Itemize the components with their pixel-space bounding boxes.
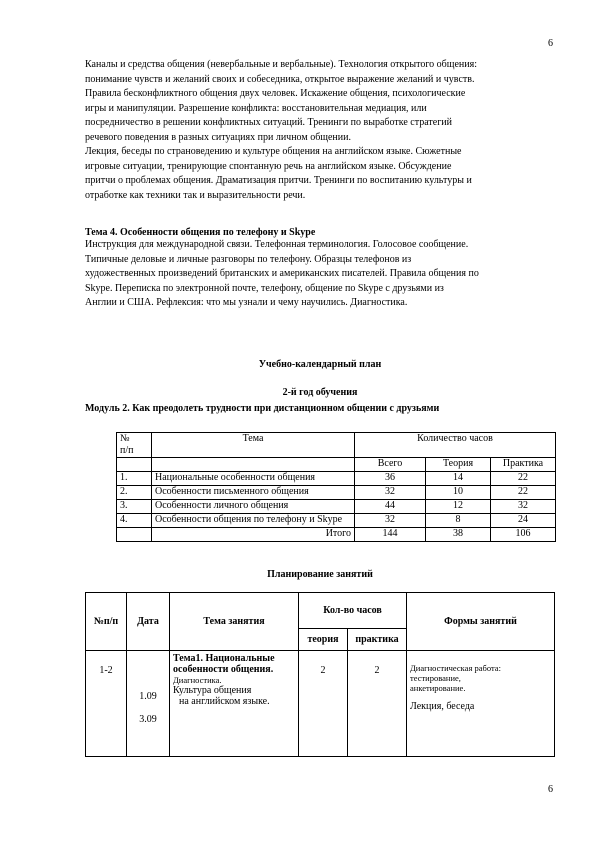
planning-title: Планирование занятий [267, 569, 373, 580]
cell-sum-theory: 38 [426, 528, 491, 542]
header-num-cont [117, 458, 152, 472]
cell-sum-practice: 106 [491, 528, 556, 542]
header-theory: Теория [426, 458, 491, 472]
topic4-heading: Тема 4. Особенности общения по телефону и Skype [85, 227, 316, 238]
cell-topic: Особенности общения по телефону и Skype [152, 514, 355, 528]
cell-practice: 22 [491, 486, 556, 500]
curriculum-table [116, 432, 556, 542]
text-line: посредничество в решении конфликтных ситуаций. Тренинги по выработке стратегий [85, 117, 453, 128]
table-row [117, 486, 556, 500]
text-line: Типичные деловые и личные разговоры по телефону. Образцы телефонов из [85, 253, 412, 265]
cell-num: 2. [117, 486, 152, 500]
paragraph-topic4 [85, 238, 555, 311]
header-topic: Тема [152, 433, 355, 458]
text-line: Каналы и средства общения (невербальные и вербальные). Технология открытого общения: [85, 59, 477, 70]
cell-theory: 10 [426, 486, 491, 500]
topic-title: Тема1. Национальные особенности общения. [173, 653, 275, 675]
plan-title: Учебно-календарный план [258, 359, 382, 370]
paragraph-communication-channels [85, 58, 555, 203]
cell-topic: Особенности письменного общения [152, 486, 355, 500]
cell-topic [170, 651, 299, 757]
cell-date [127, 651, 170, 757]
cell-topic: Особенности личного общения [152, 500, 355, 514]
text-line: игровые ситуации, тренирующие спонтанную речь на английском языке. Обсуждение [85, 160, 452, 172]
cell-theory: 8 [426, 514, 491, 528]
header-practice: Практика [491, 458, 556, 472]
text-line: Лекция, беседы по страноведению и культуре общения на английском языке. Сюжетные [85, 146, 462, 157]
header-forms: Формы занятий [407, 593, 555, 651]
table-row [117, 514, 556, 528]
forms-line: тестирование, [410, 673, 461, 683]
date-2: 3.09 [139, 714, 157, 725]
lesson-plan-table [85, 592, 555, 757]
text-line: игры и манипуляции. Разрешение конфликта: восстановительная медиация, или [85, 102, 427, 114]
header-practice: практика [348, 629, 407, 651]
header-hours: Количество часов [355, 433, 556, 458]
header-topic-cont [152, 458, 355, 472]
table-row [117, 500, 556, 514]
forms-main: Лекция, беседа [410, 701, 475, 712]
cell-total: 36 [355, 472, 426, 486]
text-line: Правила бесконфликтного общения двух человек. Искажение общения, психологические [85, 88, 466, 99]
topic-line: Культура общения [173, 685, 252, 696]
module-title: Модуль 2. Как преодолеть трудности при дистанционном общении с друзьями [85, 403, 440, 414]
header-date: Дата [127, 593, 170, 651]
text-line: понимание чувств и желаний своих и собеседника, открытое выражение желаний и чувств. [85, 73, 475, 85]
cell-theory: 14 [426, 472, 491, 486]
cell-practice: 22 [491, 472, 556, 486]
page-number-top: 6 [548, 38, 553, 49]
forms-line: Диагностическая работа: [410, 663, 501, 673]
cell-sum-total: 144 [355, 528, 426, 542]
cell-empty [117, 528, 152, 542]
cell-practice: 32 [491, 500, 556, 514]
text-line: Skype. Переписка по электронной почте, телефону, общение по Skype с друзьями из [85, 282, 444, 294]
cell-topic: Национальные особенности общения [152, 472, 355, 486]
cell-theory: 2 [299, 651, 348, 757]
table-sum-row [117, 528, 556, 542]
date-1: 1.09 [139, 691, 157, 702]
cell-total: 32 [355, 514, 426, 528]
cell-practice: 24 [491, 514, 556, 528]
page-number-bottom: 6 [548, 784, 553, 795]
table-row [86, 651, 555, 757]
table-row [117, 472, 556, 486]
cell-practice: 2 [348, 651, 407, 757]
forms-line: анкетирование. [410, 683, 466, 693]
cell-num: 1-2 [86, 651, 127, 757]
topic-line: на английском языке. [179, 696, 270, 707]
text-line: Англии и США. Рефлексия: что мы узнали и чему научились. Диагностика. [85, 297, 408, 308]
cell-total: 44 [355, 500, 426, 514]
cell-forms [407, 651, 555, 757]
header-topic: Тема занятия [170, 593, 299, 651]
header-num: №п/п [86, 593, 127, 651]
cell-sum-label: Итого [152, 528, 355, 542]
header-num: № п/п [117, 433, 152, 458]
text-line: речевого поведения в разных ситуациях при личном общении. [85, 131, 351, 143]
cell-total: 32 [355, 486, 426, 500]
cell-num: 1. [117, 472, 152, 486]
cell-num: 3. [117, 500, 152, 514]
header-total: Всего [355, 458, 426, 472]
cell-theory: 12 [426, 500, 491, 514]
text-line: притчи о проблемах общения. Драматизация притчи. Тренинги по воспитанию культуры и [85, 175, 472, 186]
year-title: 2-й год обучения [282, 387, 358, 398]
cell-num: 4. [117, 514, 152, 528]
text-line: художественных произведений британских и американских писателей. Правила общения по [85, 268, 479, 279]
header-hours: Кол-во часов [299, 593, 407, 629]
text-line: отработке как техники так и выразительности речи. [85, 189, 306, 201]
header-theory: теория [299, 629, 348, 651]
topic-diagnostics: Диагностика. [173, 675, 222, 685]
text-line: Инструкция для международной связи. Телефонная терминология. Голосовое сообщение. [85, 239, 469, 250]
